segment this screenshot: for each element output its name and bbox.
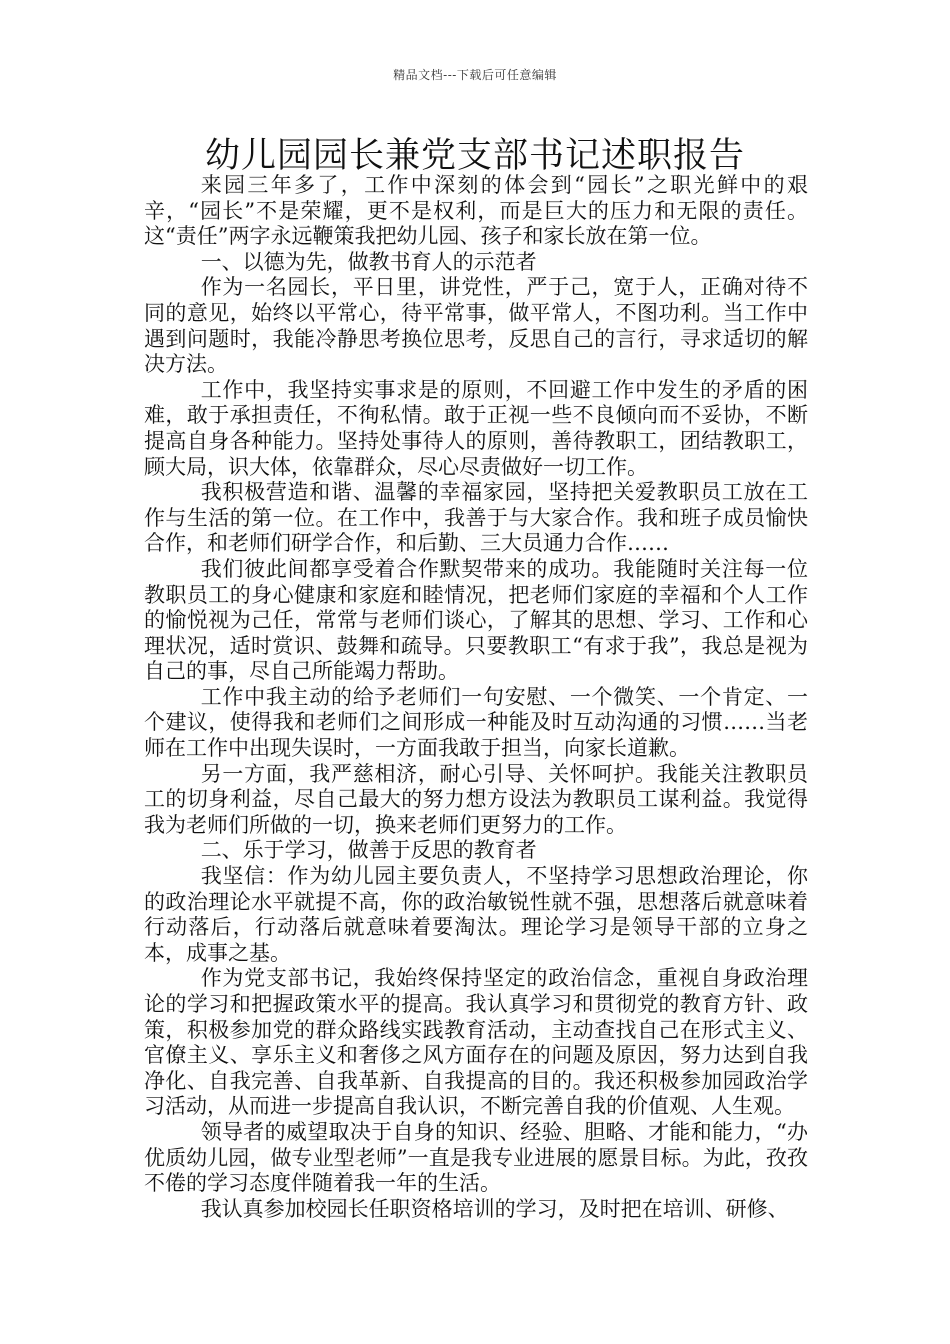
- paragraph: 我积极营造和谐、温馨的幸福家园，坚持把关爱教职员工放在工作与生活的第一位。在工作中，我善于与大家合作。我和班子成员愉快合作，和老师们研学合作，和后勤、三大员通力合作……: [144, 480, 808, 556]
- paragraph: 作为一名园长，平日里，讲党性，严于己，宽于人，正确对待不同的意见，始终以平常心，待平常事，做平常人，不图功利。当工作中遇到问题时，我能冷静思考换位思考，反思自己的言行，寻求适切的解决方法。: [144, 275, 808, 377]
- paragraph: 我坚信：作为幼儿园主要负责人，不坚持学习思想政治理论，你的政治理论水平就提不高，你的政治敏锐性就不强，思想落后就意味着行动落后，行动落后就意味着要淘汰。理论学习是领导干部的立身之本，成事之基。: [144, 864, 808, 965]
- paragraph: 领导者的威望取决于自身的知识、经验、胆略、才能和能力，“办优质幼儿园，做专业型老师”一直是我专业进展的愿景目标。为此，孜孜不倦的学习态度伴随着我一年的生活。: [144, 1119, 808, 1196]
- paragraph: 我认真参加校园长任职资格培训的学习，及时把在培训、研修、: [200, 1196, 789, 1221]
- paragraph: 来园三年多了，工作中深刻的体会到“园长”之职光鲜中的艰辛，“园长”不是荣耀，更不是权利，而是巨大的压力和无限的责任。这“责任”两字永远鞭策我把幼儿园、孩子和家长放在第一位。: [144, 173, 808, 249]
- paragraph: 作为党支部书记，我始终保持坚定的政治信念，重视自身政治理论的学习和把握政策水平的提高。我认真学习和贯彻党的教育方针、政策，积极参加党的群众路线实践教育活动，主动查找自己在形式主义、官僚主义、享乐主义和奢侈之风方面存在的问题及原因，努力达到自我净化、自我完善、自我革新、自我提高的目的。我还积极参加园政治学习活动，从而进一步提高自我认识，不断完善自我的价值观、人生观。: [144, 966, 808, 1119]
- paragraph: 我们彼此间都享受着合作默契带来的成功。我能随时关注每一位教职员工的身心健康和家庭和睦情况，把老师们家庭的幸福和个人工作的愉悦视为己任，常常与老师们谈心，了解其的思想、学习、工作和心理状况，适时赏识、鼓舞和疏导。只要教职工“有求于我”，我总是视为自己的事，尽自己所能竭力帮助。: [144, 556, 808, 684]
- document-title: 幼儿园园长兼党支部书记述职报告: [204, 136, 745, 176]
- paragraph: 工作中，我坚持实事求是的原则，不回避工作中发生的矛盾的困难，敢于承担责任，不徇私情。敢于正视一些不良倾向而不妥协，不断提高自身各种能力。坚持处事待人的原则，善待教职工，团结教职工，顾大局，识大体，依靠群众，尽心尽责做好一切工作。: [144, 377, 808, 479]
- paragraph: 另一方面，我严慈相济，耐心引导、关怀呵护。我能关注教职员工的切身利益，尽自己最大的努力想方设法为教职员工谋利益。我觉得我为老师们所做的一切，换来老师们更努力的工作。: [144, 761, 808, 837]
- document-body: [144, 173, 808, 1222]
- page-header-watermark: 精品文档---下载后可任意编辑: [393, 68, 557, 82]
- paragraph: 工作中我主动的给予老师们一句安慰、一个微笑、一个肯定、一个建议，使得我和老师们之间形成一种能及时互动沟通的习惯……当老师在工作中出现失误时，一方面我敢于担当，向家长道歉。: [144, 684, 808, 761]
- section-heading: 二、乐于学习，做善于反思的教育者: [200, 838, 537, 863]
- section-heading: 一、以德为先，做教书育人的示范者: [200, 249, 537, 274]
